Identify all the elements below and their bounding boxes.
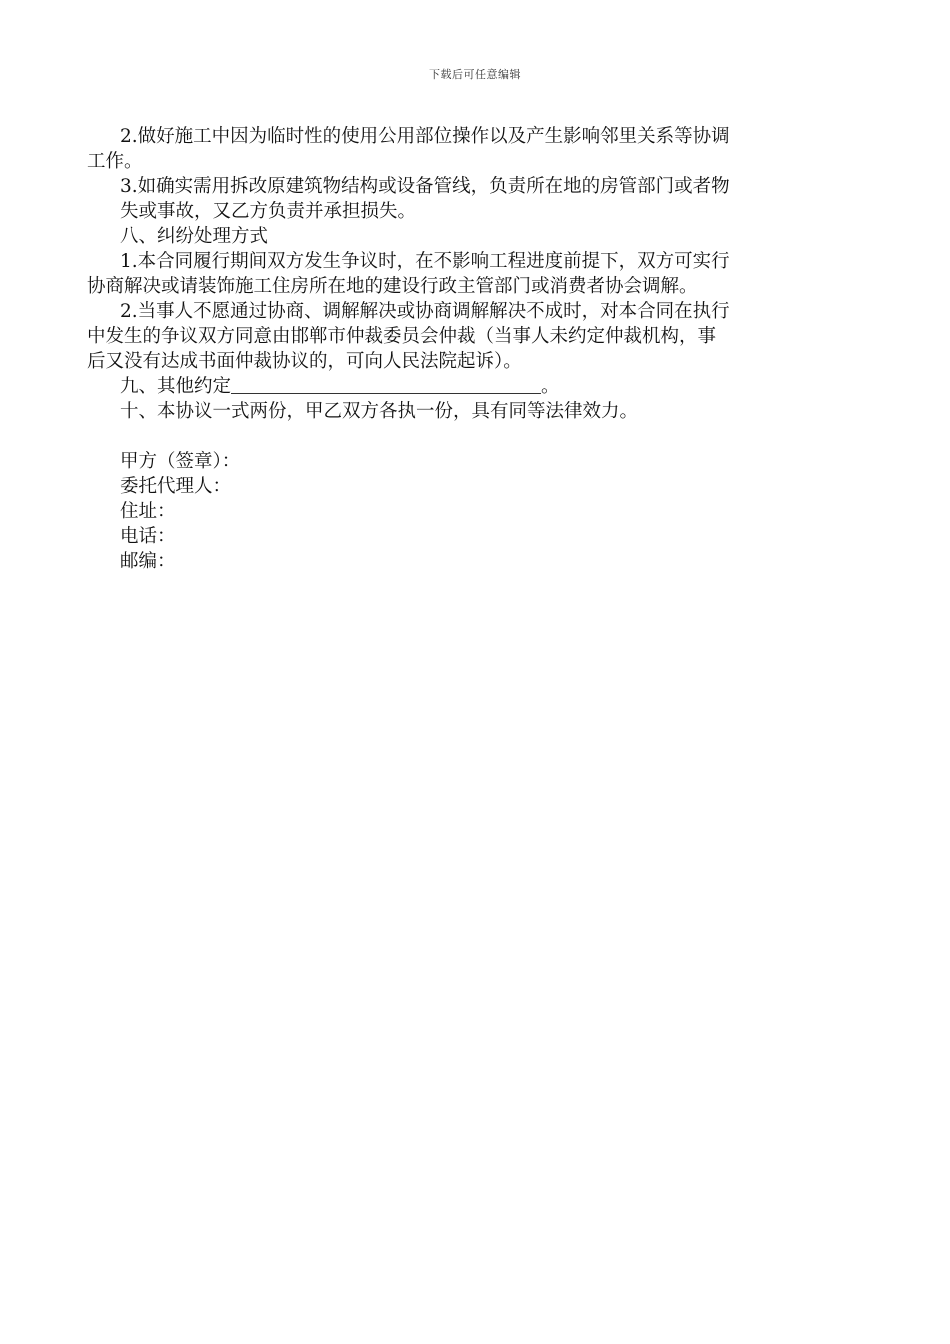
document-body xyxy=(87,124,862,574)
section-8-clause-2-line-3: 后又没有达成书面仲裁协议的，可向人民法院起诉）。 xyxy=(87,351,522,372)
section-8-clause-1-line-2: 协商解决或请装饰施工住房所在地的建设行政主管部门或消费者协会调解。 xyxy=(87,276,698,297)
blank-line xyxy=(87,424,862,449)
address-label: 住址： xyxy=(120,501,176,522)
clause-3-line-1: 3.如确实需用拆改原建筑物结构或设备管线，负责所在地的房管部门或者物 xyxy=(120,176,730,197)
section-8-clause-2-line-2: 中发生的争议双方同意由邯郸市仲裁委员会仲裁（当事人未约定仲裁机构，事 xyxy=(87,326,717,347)
section-8-clause-1-line-1: 1.本合同履行期间双方发生争议时，在不影响工程进度前提下，双方可实行 xyxy=(120,251,730,272)
clause-2-line-1: 2.做好施工中因为临时性的使用公用部位操作以及产生影响邻里关系等协调 xyxy=(120,126,730,147)
section-9 xyxy=(87,374,862,399)
clause-2-line-2: 工作。 xyxy=(87,151,143,172)
other-terms-blank[interactable] xyxy=(231,375,541,394)
section-10: 十、本协议一式两份，甲乙双方各执一份，具有同等法律效力。 xyxy=(120,401,639,422)
clause-3-line-2: 失或事故，又乙方负责并承担损失。 xyxy=(120,201,417,222)
section-8-clause-2-line-1: 2.当事人不愿通过协商、调解解决或协商调解解决不成时，对本合同在执行 xyxy=(120,301,730,322)
party-a-signature: 甲方（签章）： xyxy=(120,451,241,472)
section-9-end: 。 xyxy=(541,376,560,397)
postcode-label: 邮编： xyxy=(120,551,176,572)
phone-label: 电话： xyxy=(120,526,176,547)
section-8-title: 八、纠纷处理方式 xyxy=(120,226,269,247)
section-9-label: 九、其他约定 xyxy=(120,376,232,397)
header-note: 下载后可任意编辑 xyxy=(429,68,521,81)
agent-label: 委托代理人： xyxy=(120,476,232,497)
